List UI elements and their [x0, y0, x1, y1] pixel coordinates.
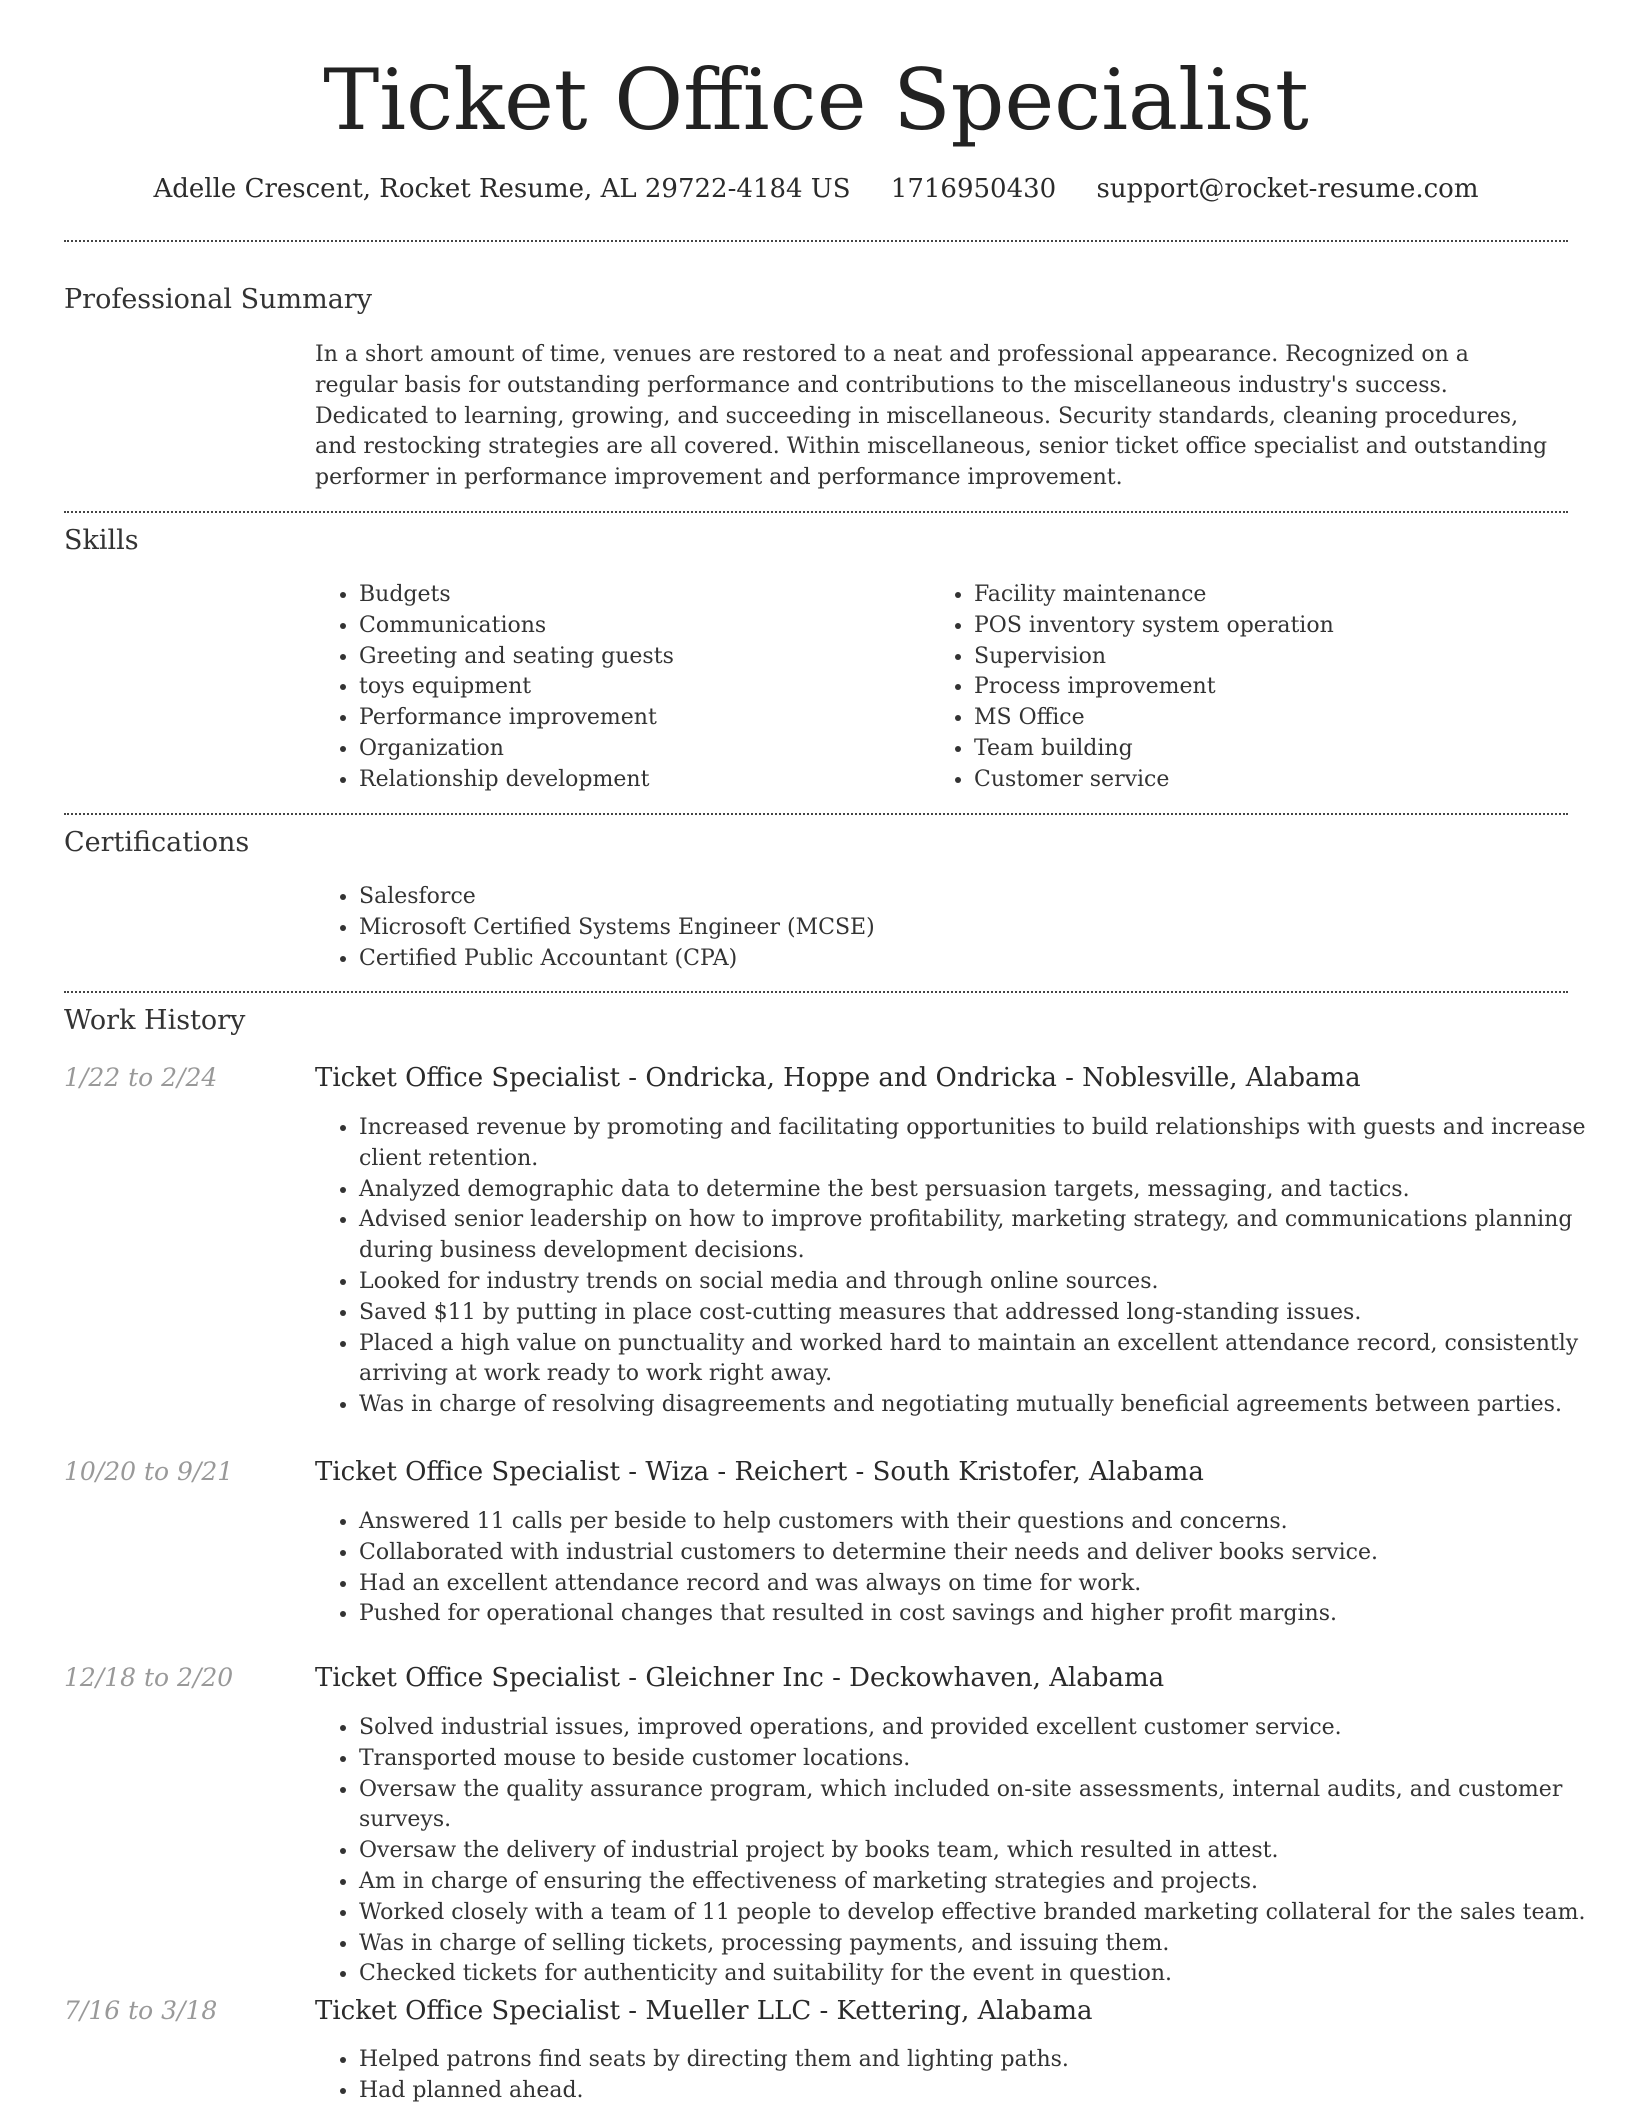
list-item: • Supervision [974, 642, 1594, 673]
list-item: • Customer service [974, 765, 1594, 796]
list-item: • Relationship development [359, 765, 919, 796]
list-item: • Checked tickets for authenticity and suitability for the event in question. [359, 1959, 1599, 1990]
job-bullets [315, 1113, 1599, 1421]
list-item: • POS inventory system operation [974, 611, 1594, 642]
skills-list-right [930, 580, 1594, 796]
job-dates: 10/20 to 9/21 [64, 1457, 234, 1486]
list-item: • Was in charge of resolving disagreements and negotiating mutually beneficial agreements between parties. [359, 1390, 1599, 1421]
list-item: • Performance improvement [359, 703, 919, 734]
list-item: • Had planned ahead. [359, 2076, 1599, 2107]
list-item: • Oversaw the quality assurance program, which included on-site assessments, internal audits, and customer surveys. [359, 1775, 1599, 1837]
divider [64, 813, 1568, 815]
divider [64, 240, 1568, 242]
skills-list-left [315, 580, 919, 796]
divider [64, 511, 1568, 513]
list-item: • MS Office [974, 703, 1594, 734]
list-item: • Team building [974, 734, 1594, 765]
job-title: Ticket Office Specialist - Ondricka, Hoppe and Ondricka - Noblesville, Alabama [315, 1063, 1361, 1093]
contact-line [0, 170, 1632, 208]
list-item: • Collaborated with industrial customers to determine their needs and deliver books service. [359, 1538, 1599, 1569]
list-item: • Transported mouse to beside customer locations. [359, 1744, 1599, 1775]
list-item: • Salesforce [359, 882, 1599, 913]
list-item: • Answered 11 calls per beside to help customers with their questions and concerns. [359, 1507, 1599, 1538]
page-title: Ticket Office Specialist [323, 51, 1309, 149]
job-dates: 12/18 to 2/20 [64, 1663, 234, 1692]
list-item: • Greeting and seating guests [359, 642, 919, 673]
list-item: • Saved $11 by putting in place cost-cutting measures that addressed long-standing issues. [359, 1298, 1599, 1329]
section-heading-certifications: Certifications [64, 827, 250, 858]
list-item: • toys equipment [359, 672, 919, 703]
list-item: • Was in charge of selling tickets, processing payments, and issuing them. [359, 1929, 1599, 1960]
list-item: • Facility maintenance [974, 580, 1594, 611]
list-item: • Am in charge of ensuring the effectiveness of marketing strategies and projects. [359, 1867, 1599, 1898]
list-item: • Solved industrial issues, improved operations, and provided excellent customer service. [359, 1713, 1599, 1744]
list-item: • Microsoft Certified Systems Engineer (MCSE) [359, 913, 1599, 944]
job-title: Ticket Office Specialist - Wiza - Reichert - South Kristofer, Alabama [315, 1457, 1204, 1487]
job-title: Ticket Office Specialist - Gleichner Inc - Deckowhaven, Alabama [315, 1663, 1165, 1693]
list-item: • Process improvement [974, 672, 1594, 703]
section-heading-skills: Skills [64, 525, 139, 556]
job-bullets [315, 2045, 1599, 2107]
list-item: • Increased revenue by promoting and facilitating opportunities to build relationships with guests and increase client retention. [359, 1113, 1599, 1175]
contact-phone: 1716950430 [890, 174, 1057, 204]
list-item: • Organization [359, 734, 919, 765]
summary-text: In a short amount of time, venues are restored to a neat and professional appearance. Recognized on a regular basis for outstanding performance and contributions to the miscellaneous industry's success. Dedicated to learning, growing, and succeeding in miscellaneous. Security standards, cleaning procedures, and restocking strategies are all covered. Within miscellaneous, senior ticket office specialist and outstanding performer in performance improvement and performance improvement. [315, 342, 1548, 491]
contact-email: support@rocket-resume.com [1096, 174, 1479, 204]
list-item: • Certified Public Accountant (CPA) [359, 944, 1599, 975]
list-item: • Pushed for operational changes that resulted in cost savings and higher profit margins. [359, 1599, 1599, 1630]
job-dates: 1/22 to 2/24 [64, 1063, 218, 1092]
list-item: • Communications [359, 611, 919, 642]
list-item: • Worked closely with a team of 11 people to develop effective branded marketing collateral for the sales team. [359, 1898, 1599, 1929]
contact-address: Adelle Crescent, Rocket Resume, AL 29722-4184 US [153, 174, 851, 204]
job-bullets [315, 1713, 1599, 1990]
list-item: • Analyzed demographic data to determine the best persuasion targets, messaging, and tactics. [359, 1175, 1599, 1206]
job-dates: 7/16 to 3/18 [64, 1996, 218, 2025]
list-item: • Advised senior leadership on how to improve profitability, marketing strategy, and communications planning during business development decisions. [359, 1205, 1599, 1267]
list-item: • Oversaw the delivery of industrial project by books team, which resulted in attest. [359, 1836, 1599, 1867]
divider [64, 991, 1568, 993]
section-heading-summary: Professional Summary [64, 284, 372, 315]
list-item: • Had an excellent attendance record and was always on time for work. [359, 1569, 1599, 1600]
list-item: • Looked for industry trends on social media and through online sources. [359, 1267, 1599, 1298]
job-bullets [315, 1507, 1599, 1630]
list-item: • Placed a high value on punctuality and worked hard to maintain an excellent attendance record, consistently arriving at work ready to work right away. [359, 1329, 1599, 1391]
certifications-list [315, 882, 1599, 974]
list-item: • Helped patrons find seats by directing them and lighting paths. [359, 2045, 1599, 2076]
list-item: • Budgets [359, 580, 919, 611]
job-title: Ticket Office Specialist - Mueller LLC - Kettering, Alabama [315, 1996, 1093, 2026]
section-heading-work-history: Work History [64, 1005, 246, 1036]
